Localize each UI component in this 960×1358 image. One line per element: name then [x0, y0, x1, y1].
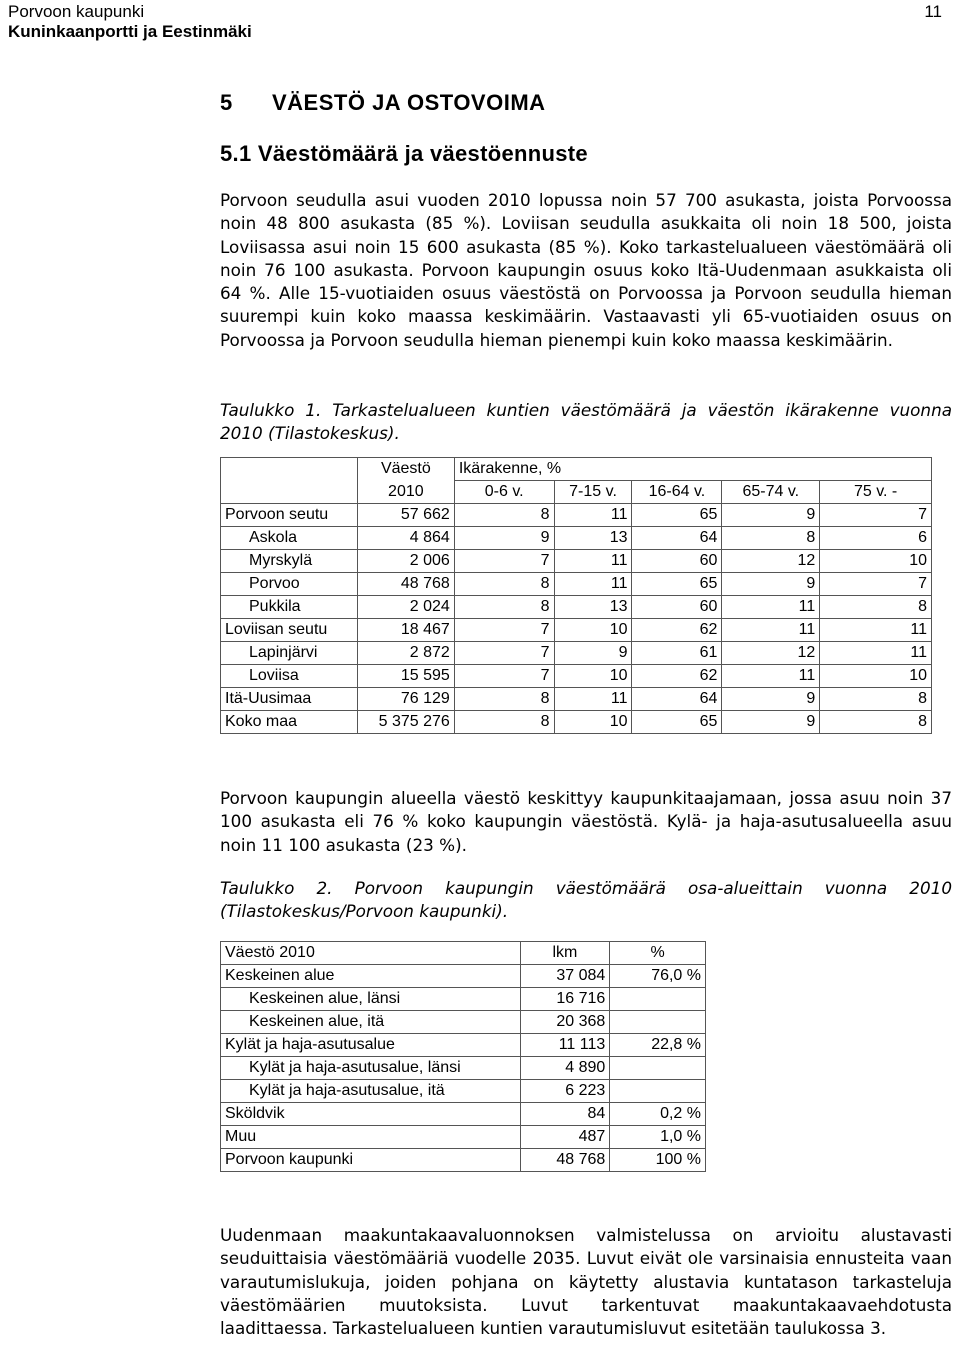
subarea-population-table: [220, 941, 706, 1172]
table1-age-share-cell: 7: [454, 642, 554, 665]
table-row: [221, 965, 706, 988]
table1-age-share-cell: 65: [632, 504, 722, 527]
table1-age-share-cell: 8: [820, 596, 932, 619]
table1-population-cell: 2 006: [357, 550, 454, 573]
paragraph-population: Porvoon seudulla asui vuoden 2010 lopussa noin 57 700 asukasta, joista Porvoossa noin 48 800 asukasta (85 %). Loviisan seudulla asukkaita oli noin 18 500, joista Loviisassa asui noin 15 600 asukasta (85 %). Koko tarkastelualueen väestömäärä oli noin 76 100 asukasta. Porvoon kaupungin osuus koko Itä-Uudenmaan asukkaista oli 64 %. Alle 15-vuotiaiden osuus väestöstä on Porvoossa ja Porvoon seudulla hieman suurempi kuin koko maassa keskimäärin. Vastaavasti yli 65-vuotiaiden osuus on Porvoossa ja Porvoon seudulla hieman pienempi kuin koko maassa keskimäärin.: [220, 190, 952, 350]
table-row: [221, 711, 932, 734]
table1-head-age-col: 75 v. -: [820, 481, 932, 504]
table1-head-age-col: 0-6 v.: [454, 481, 554, 504]
table2-count-cell: 16 716: [520, 988, 610, 1011]
table2-count-cell: 4 890: [520, 1057, 610, 1080]
table-row: [221, 988, 706, 1011]
table1-age-share-cell: 11: [554, 688, 632, 711]
table2-area-name: Keskeinen alue, itä: [221, 1011, 521, 1034]
table2-percent-cell: [610, 1057, 706, 1080]
table-row: [221, 527, 932, 550]
table2-area-name: Kylät ja haja-asutusalue: [221, 1034, 521, 1057]
table2-count-cell: 20 368: [520, 1011, 610, 1034]
table1-area-name: Koko maa: [221, 711, 358, 734]
table-row: [221, 504, 932, 527]
table2-header-row: [221, 942, 706, 965]
table1-age-share-cell: 10: [554, 665, 632, 688]
table1-age-share-cell: 8: [454, 573, 554, 596]
table1-age-share-cell: 9: [554, 642, 632, 665]
table1-age-share-cell: 7: [820, 573, 932, 596]
section-heading: [220, 90, 546, 116]
table-row: [221, 573, 932, 596]
table1-head-age-col: 16-64 v.: [632, 481, 722, 504]
table2-area-name: Porvoon kaupunki: [221, 1149, 521, 1172]
table1-corner-cell-2: [221, 481, 358, 504]
table1-age-share-cell: 13: [554, 596, 632, 619]
table2-percent-cell: 76,0 %: [610, 965, 706, 988]
header-project: Kuninkaanportti ja Eestinmäki: [8, 22, 252, 41]
table1-area-name: Loviisa: [221, 665, 358, 688]
table-row: [221, 1034, 706, 1057]
table1-age-share-cell: 65: [632, 711, 722, 734]
table1-age-share-cell: 9: [722, 688, 820, 711]
table-row: [221, 1149, 706, 1172]
table1-header-row-2: [221, 481, 932, 504]
table1-head-population: Väestö: [357, 458, 454, 481]
table1-age-share-cell: 11: [820, 619, 932, 642]
table1-area-name: Loviisan seutu: [221, 619, 358, 642]
table-row: [221, 665, 932, 688]
table1-age-share-cell: 7: [454, 665, 554, 688]
table1-area-name: Myrskylä: [221, 550, 358, 573]
table1-age-share-cell: 8: [820, 711, 932, 734]
table1-head-age-col: 7-15 v.: [554, 481, 632, 504]
table1-age-share-cell: 64: [632, 688, 722, 711]
table1-age-share-cell: 8: [722, 527, 820, 550]
table1-age-share-cell: 11: [554, 573, 632, 596]
table1-area-name: Itä-Uusimaa: [221, 688, 358, 711]
table2-head-area: Väestö 2010: [221, 942, 521, 965]
section-number: 5: [220, 90, 233, 115]
table1-age-share-cell: 7: [454, 619, 554, 642]
table1-age-share-cell: 64: [632, 527, 722, 550]
table2-count-cell: 11 113: [520, 1034, 610, 1057]
table2-area-name: Muu: [221, 1126, 521, 1149]
table1-age-share-cell: 12: [722, 550, 820, 573]
table1-age-share-cell: 9: [722, 504, 820, 527]
table1-age-share-cell: 7: [454, 550, 554, 573]
table1-age-share-cell: 62: [632, 665, 722, 688]
population-age-table: [220, 457, 932, 734]
header-organization: Porvoon kaupunki: [8, 2, 145, 21]
page-number: 11: [924, 2, 942, 21]
table1-age-share-cell: 9: [722, 711, 820, 734]
table1-age-share-cell: 12: [722, 642, 820, 665]
table-row: [221, 619, 932, 642]
table2-count-cell: 37 084: [520, 965, 610, 988]
table1-age-share-cell: 10: [820, 665, 932, 688]
table1-age-share-cell: 11: [722, 596, 820, 619]
table1-population-cell: 4 864: [357, 527, 454, 550]
table1-age-share-cell: 11: [820, 642, 932, 665]
table1-population-cell: 48 768: [357, 573, 454, 596]
table-row: [221, 550, 932, 573]
table2-count-cell: 48 768: [520, 1149, 610, 1172]
table1-caption: Taulukko 1. Tarkastelualueen kuntien väestömäärä ja väestön ikärakenne vuonna 2010 (Tilastokeskus).: [220, 400, 952, 444]
table2-area-name: Kylät ja haja-asutusalue, itä: [221, 1080, 521, 1103]
table1-age-share-cell: 61: [632, 642, 722, 665]
table2-percent-cell: 1,0 %: [610, 1126, 706, 1149]
table2-count-cell: 6 223: [520, 1080, 610, 1103]
table1-area-name: Porvoo: [221, 573, 358, 596]
table-row: [221, 642, 932, 665]
table1-area-name: Askola: [221, 527, 358, 550]
table1-age-share-cell: 11: [554, 504, 632, 527]
table2-caption: Taulukko 2. Porvoon kaupungin väestömäärä osa-alueittain vuonna 2010 (Tilastokeskus/Porvoon kaupunki).: [220, 878, 952, 922]
table1-head-age-group: Ikärakenne, %: [454, 458, 931, 481]
table1-header-row-1: [221, 458, 932, 481]
table1-head-year: 2010: [357, 481, 454, 504]
table1-population-cell: 76 129: [357, 688, 454, 711]
table-row: [221, 1057, 706, 1080]
table1-area-name: Lapinjärvi: [221, 642, 358, 665]
table2-count-cell: 84: [520, 1103, 610, 1126]
table2-count-cell: 487: [520, 1126, 610, 1149]
table1-age-share-cell: 8: [454, 711, 554, 734]
table1-age-share-cell: 60: [632, 550, 722, 573]
table-row: [221, 1103, 706, 1126]
table1-area-name: Pukkila: [221, 596, 358, 619]
table1-age-share-cell: 9: [454, 527, 554, 550]
table2-percent-cell: 0,2 %: [610, 1103, 706, 1126]
table1-age-share-cell: 13: [554, 527, 632, 550]
table2-area-name: Sköldvik: [221, 1103, 521, 1126]
table-row: [221, 1126, 706, 1149]
table1-age-share-cell: 6: [820, 527, 932, 550]
table1-age-share-cell: 11: [554, 550, 632, 573]
table-row: [221, 596, 932, 619]
table1-population-cell: 15 595: [357, 665, 454, 688]
table2-percent-cell: [610, 1080, 706, 1103]
table-row: [221, 688, 932, 711]
table1-population-cell: 2 024: [357, 596, 454, 619]
table1-age-share-cell: 9: [722, 573, 820, 596]
table2-percent-cell: 100 %: [610, 1149, 706, 1172]
paragraph-distribution: Porvoon kaupungin alueella väestö keskittyy kaupunkitaajamaan, jossa asuu noin 37 100 asukasta eli 76 % koko kaupungin väestöstä. Kylä- ja haja-asutusalueella asuu noin 11 100 asukasta (23 %).: [220, 788, 952, 855]
table2-head-count: lkm: [520, 942, 610, 965]
table-row: [221, 1011, 706, 1034]
subsection-heading: 5.1 Väestömäärä ja väestöennuste: [220, 141, 588, 166]
table-row: [221, 1080, 706, 1103]
table1-age-share-cell: 10: [820, 550, 932, 573]
table1-age-share-cell: 11: [722, 619, 820, 642]
table1-age-share-cell: 60: [632, 596, 722, 619]
table1-age-share-cell: 8: [454, 504, 554, 527]
table1-age-share-cell: 10: [554, 619, 632, 642]
table1-age-share-cell: 8: [820, 688, 932, 711]
table1-head-age-col: 65-74 v.: [722, 481, 820, 504]
table2-area-name: Keskeinen alue, länsi: [221, 988, 521, 1011]
table1-age-share-cell: 62: [632, 619, 722, 642]
paragraph-forecast: Uudenmaan maakuntakaavaluonnoksen valmistelussa on arvioitu alustavasti seuduittaisia väestömääriä vuodelle 2035. Luvut eivät ole varsinaisia ennusteita vaan varautumislukuja, joiden pohjana on käytetty alustavia kuntatason tarkasteluja väestömäärien muutoksista. Luvut tarkentuvat maakuntakaavaehdotusta laadittaessa. Tarkastelualueen kuntien varautumisluvut esitetään taulukossa 3.: [220, 1225, 952, 1339]
table1-age-share-cell: 8: [454, 688, 554, 711]
section-title: VÄESTÖ JA OSTOVOIMA: [272, 90, 546, 115]
table2-head-percent: %: [610, 942, 706, 965]
table2-percent-cell: 22,8 %: [610, 1034, 706, 1057]
table1-population-cell: 2 872: [357, 642, 454, 665]
table1-population-cell: 18 467: [357, 619, 454, 642]
table1-area-name: Porvoon seutu: [221, 504, 358, 527]
table2-area-name: Kylät ja haja-asutusalue, länsi: [221, 1057, 521, 1080]
table1-age-share-cell: 10: [554, 711, 632, 734]
table1-age-share-cell: 7: [820, 504, 932, 527]
table1-population-cell: 5 375 276: [357, 711, 454, 734]
table2-area-name: Keskeinen alue: [221, 965, 521, 988]
table2-percent-cell: [610, 988, 706, 1011]
table1-age-share-cell: 8: [454, 596, 554, 619]
table1-corner-cell: [221, 458, 358, 481]
table1-population-cell: 57 662: [357, 504, 454, 527]
table1-age-share-cell: 11: [722, 665, 820, 688]
table1-age-share-cell: 65: [632, 573, 722, 596]
table2-percent-cell: [610, 1011, 706, 1034]
